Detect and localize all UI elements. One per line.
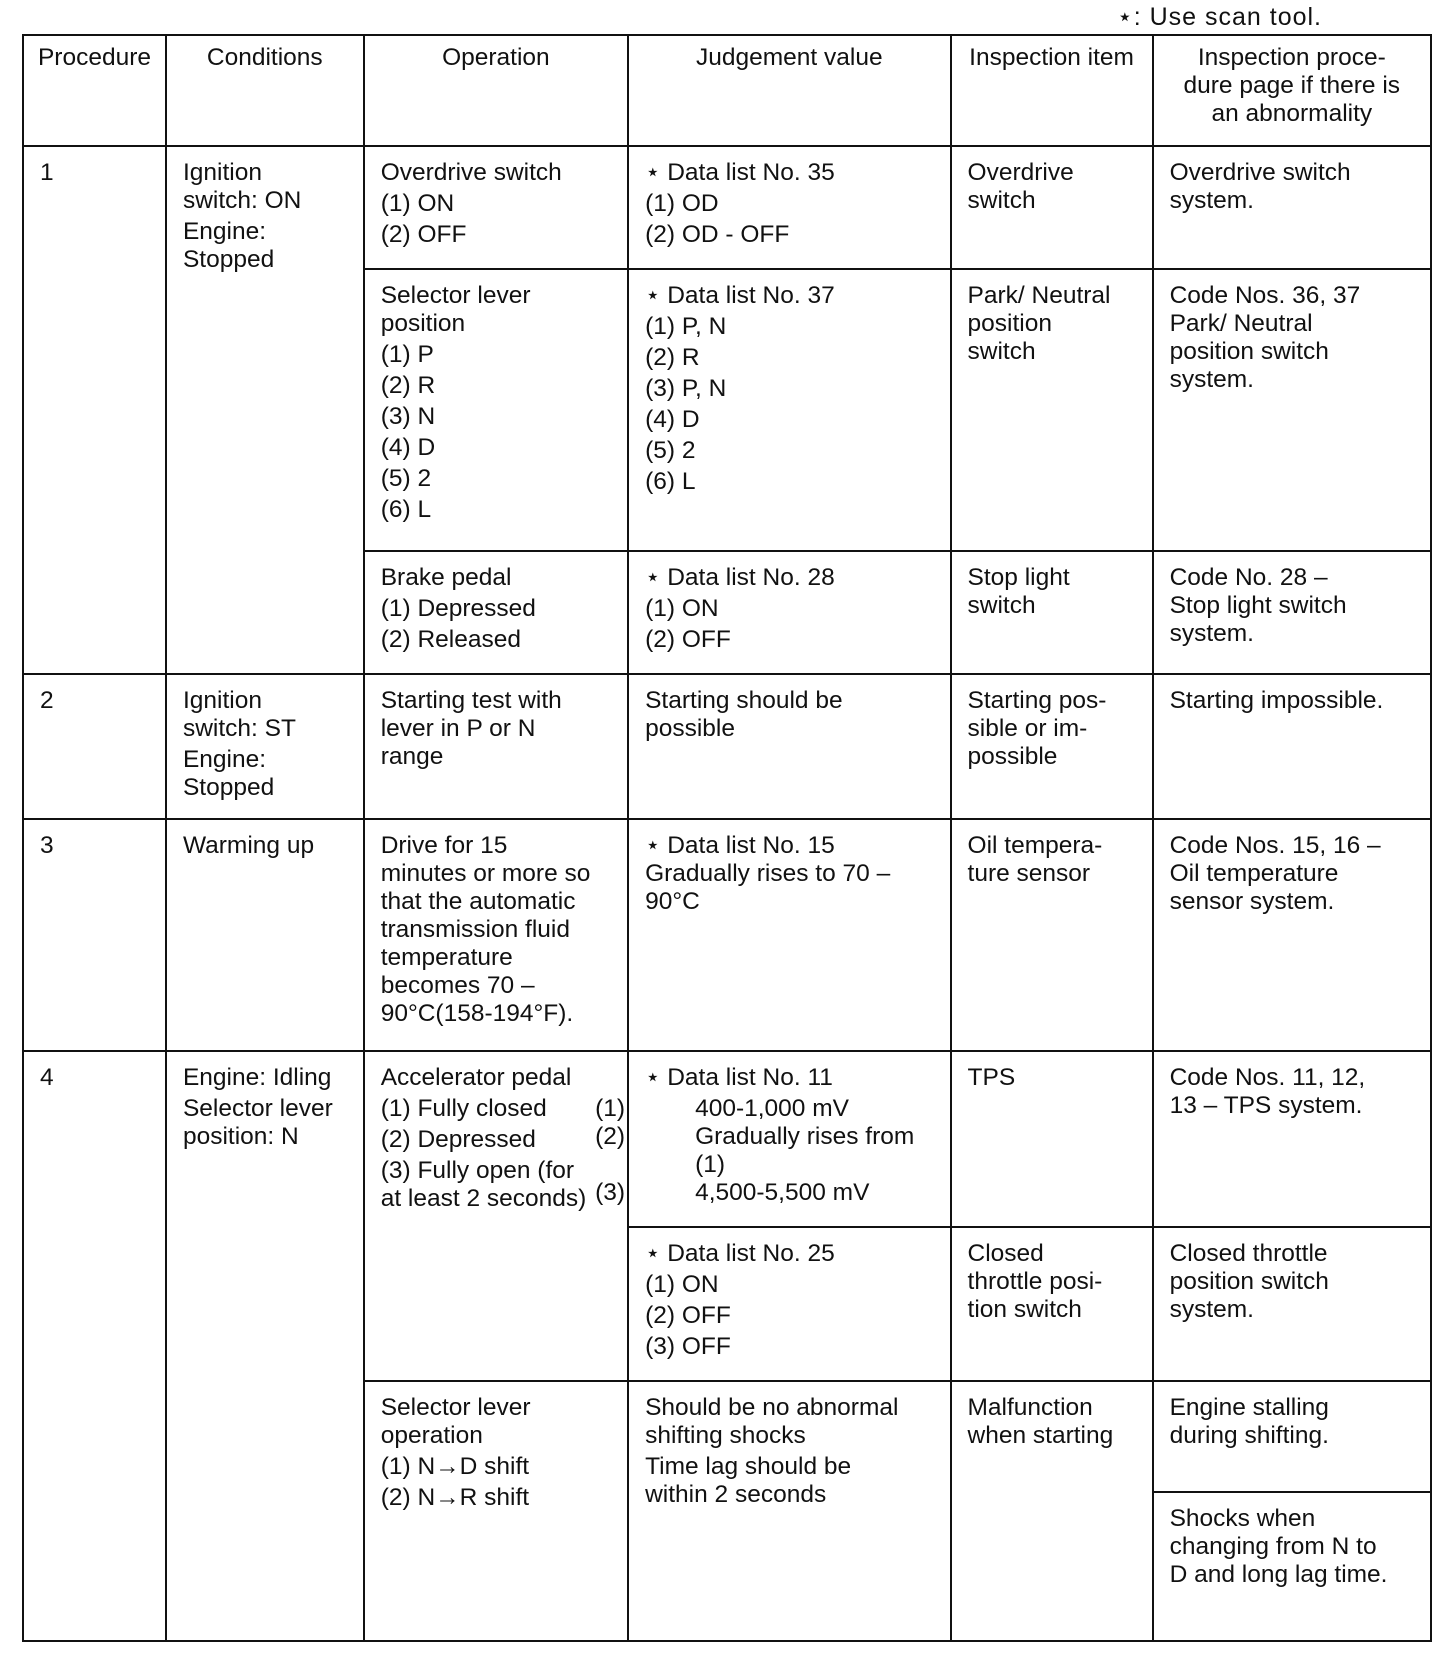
procedure-page-cell: Shocks when changing from N to D and long lag time.	[1153, 1492, 1431, 1641]
header-judgement: Judgement value	[628, 35, 950, 146]
inspection-table	[22, 34, 1432, 1642]
procedure-number: 2	[23, 674, 166, 820]
operation-cell: Starting test with lever in P or N range	[364, 674, 628, 820]
judgement-list-item: (3) 4,500-5,500 mV	[595, 1179, 870, 1207]
inspection-item-cell: Stop light switch	[951, 551, 1153, 673]
procedure-page-cell: Starting impossible.	[1153, 674, 1431, 820]
inspection-item-cell: Overdrive switch	[951, 146, 1153, 269]
conditions-cell: Engine: Idling Selector lever position: N	[166, 1051, 364, 1641]
header-inspection-item: Inspection item	[951, 35, 1153, 146]
procedure-page-cell: Code Nos. 11, 12, 13 – TPS system.	[1153, 1051, 1431, 1227]
procedure-page-cell: Closed throttle position switch system.	[1153, 1227, 1431, 1381]
conditions-cell: Warming up	[166, 819, 364, 1051]
judgement-cell: Starting should be possible	[628, 674, 950, 820]
procedure-page-cell: Code Nos. 36, 37 Park/ Neutral position switch system.	[1153, 269, 1431, 551]
header-procedure: Procedure	[23, 35, 166, 146]
judgement-cell: ⋆ Data list No. 28 (1) ON (2) OFF	[628, 551, 950, 673]
procedure-page-cell: Code No. 28 – Stop light switch system.	[1153, 551, 1431, 673]
inspection-item-cell: TPS	[951, 1051, 1153, 1227]
header-operation: Operation	[364, 35, 628, 146]
table-row	[23, 674, 1431, 820]
procedure-page-cell: Engine stalling during shifting.	[1153, 1381, 1431, 1492]
judgement-cell: ⋆ Data list No. 25 (1) ON (2) OFF (3) OFF	[628, 1227, 950, 1381]
inspection-item-cell: Starting pos- sible or im- possible	[951, 674, 1153, 820]
judgement-cell: ⋆ Data list No. 15 Gradually rises to 70 – 90°C	[628, 819, 950, 1051]
judgement-list-item: (2) Gradually rises from (1)	[595, 1123, 915, 1179]
inspection-item-cell: Oil tempera- ture sensor	[951, 819, 1153, 1051]
operation-cell: Overdrive switch (1) ON (2) OFF	[364, 146, 628, 269]
procedure-page-cell: Code Nos. 15, 16 – Oil temperature sensor system.	[1153, 819, 1431, 1051]
conditions-cell: Ignition switch: ST Engine: Stopped	[166, 674, 364, 820]
judgement-cell: Should be no abnormal shifting shocks Time lag should be within 2 seconds	[628, 1381, 950, 1641]
header-conditions: Conditions	[166, 35, 364, 146]
procedure-number: 3	[23, 819, 166, 1051]
inspection-item-cell: Malfunction when starting	[951, 1381, 1153, 1641]
table-row	[23, 146, 1431, 269]
judgement-cell: ⋆ Data list No. 35 (1) OD (2) OD - OFF	[628, 146, 950, 269]
procedure-number: 4	[23, 1051, 166, 1641]
header-row	[23, 35, 1431, 146]
operation-cell: Accelerator pedal (1) Fully closed (2) Depressed (3) Fully open (for at least 2 seconds)	[364, 1051, 628, 1381]
judgement-list-item: (1) 400-1,000 mV	[595, 1095, 849, 1123]
table-row	[23, 1051, 1431, 1227]
conditions-cell: Ignition switch: ON Engine: Stopped	[166, 146, 364, 674]
inspection-item-cell: Closed throttle posi- tion switch	[951, 1227, 1153, 1381]
judgement-cell: ⋆ Data list No. 37 (1) P, N (2) R (3) P, N (4) D (5) 2 (6) L	[628, 269, 950, 551]
table-row	[23, 819, 1431, 1051]
operation-cell: Selector lever operation (1) N→D shift (2) N→R shift	[364, 1381, 628, 1641]
procedure-page-cell: Overdrive switch system.	[1153, 146, 1431, 269]
judgement-cell: ⋆ Data list No. 11 (1) 400-1,000 mV (2) Gradually rises from (1) (3) 4,500-5,500 mV	[628, 1051, 950, 1227]
inspection-item-cell: Park/ Neutral position switch	[951, 269, 1153, 551]
scan-tool-legend: ⋆: Use scan tool.	[1117, 3, 1322, 31]
header-inspection-procedure: Inspection proce- dure page if there is an abnormality	[1153, 35, 1431, 146]
operation-cell: Selector lever position (1) P (2) R (3) N (4) D (5) 2 (6) L	[364, 269, 628, 551]
operation-cell: Brake pedal (1) Depressed (2) Released	[364, 551, 628, 673]
procedure-number: 1	[23, 146, 166, 674]
operation-cell: Drive for 15 minutes or more so that the automatic transmission fluid temperature becomes 70 – 90°C(158-194°F).	[364, 819, 628, 1051]
